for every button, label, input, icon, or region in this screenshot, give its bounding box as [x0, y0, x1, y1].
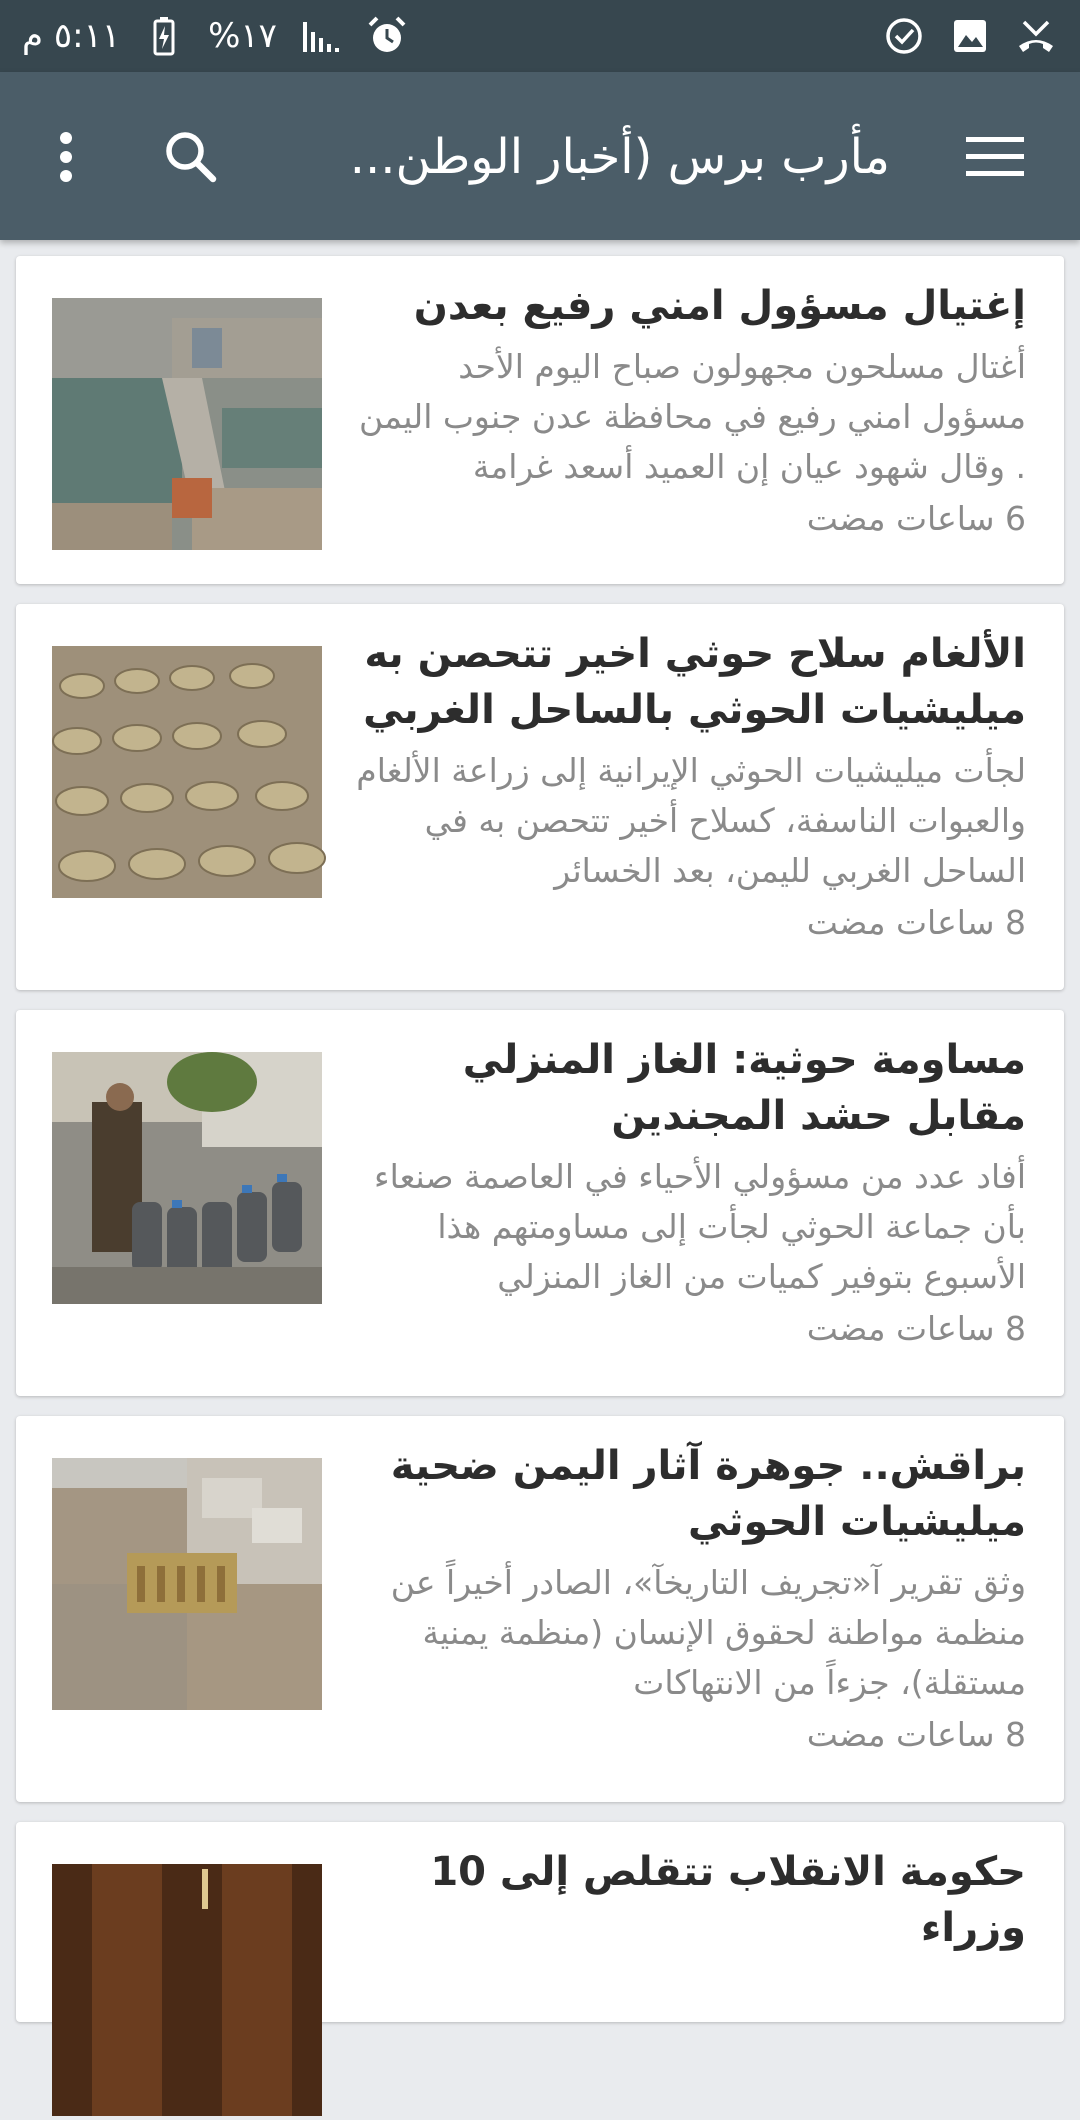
article-text	[346, 1844, 1026, 1956]
app-title: مأرب برس (أخبار الوطن...	[349, 129, 890, 185]
search-icon[interactable]	[150, 116, 230, 196]
image-icon	[948, 14, 992, 58]
check-icon	[882, 14, 926, 58]
status-bar-right	[882, 14, 1058, 58]
article-time: 8 ساعات مضت	[806, 903, 1026, 942]
article-card[interactable]	[16, 1822, 1064, 2022]
more-vert-icon[interactable]	[36, 122, 96, 192]
article-thumbnail	[52, 1052, 322, 1304]
article-card[interactable]	[16, 1416, 1064, 1802]
article-text	[346, 1438, 1026, 1760]
news-feed[interactable]	[0, 240, 1080, 1951]
article-time: 8 ساعات مضت	[806, 1715, 1026, 1754]
article-card[interactable]	[16, 604, 1064, 990]
battery-icon	[142, 14, 186, 58]
alarm-icon	[365, 14, 409, 58]
status-bar	[0, 0, 1080, 72]
article-time: 6 ساعات مضت	[806, 499, 1026, 538]
status-time: ٥:١١ م	[22, 16, 121, 56]
status-bar-left	[22, 14, 409, 58]
article-excerpt: أغتال مسلحون مجهولون صباح اليوم الأحد مسؤول امني رفيع في محافظة عدن جنوب اليمن . وقال شهود عيان إن العميد أسعد غرامة	[359, 347, 1026, 486]
article-time: 8 ساعات مضت	[806, 1309, 1026, 1348]
article-thumbnail	[52, 1458, 322, 1710]
article-text	[346, 278, 1026, 544]
article-text	[346, 1032, 1026, 1354]
article-title[interactable]: حكومة الانقلاب تتقلص إلى 10 وزراء	[430, 1849, 1026, 1951]
article-thumbnail	[52, 298, 322, 550]
article-thumbnail	[52, 1864, 322, 2116]
missed-call-icon	[1014, 14, 1058, 58]
battery-percent: %١٧	[208, 16, 277, 56]
app-bar	[0, 72, 1080, 240]
article-thumbnail	[52, 646, 322, 898]
signal-icon	[299, 14, 343, 58]
article-title[interactable]: الألغام سلاح حوثي اخير تتحصن به ميليشيات الحوثي بالساحل الغربي	[363, 631, 1026, 733]
article-title[interactable]: إغتيال مسؤول امني رفيع بعدن	[413, 283, 1026, 329]
article-excerpt: لجأت ميليشيات الحوثي الإيرانية إلى زراعة الألغام والعبوات الناسفة، كسلاح أخير تتحصن به في الساحل الغربي لليمن، بعد الخسائر	[356, 751, 1026, 890]
article-card[interactable]	[16, 1010, 1064, 1396]
article-excerpt: أفاد عدد من مسؤولي الأحياء في العاصمة صنعاء بأن جماعة الحوثي لجأت إلى مساومتهم هذا الأسبوع بتوفير كميات من الغاز المنزلي	[374, 1157, 1026, 1296]
article-title[interactable]: مساومة حوثية: الغاز المنزلي مقابل حشد المجندين	[462, 1037, 1026, 1139]
hamburger-menu-icon[interactable]	[955, 122, 1035, 192]
article-card[interactable]	[16, 256, 1064, 584]
article-text	[346, 626, 1026, 948]
article-title[interactable]: براقش.. جوهرة آثار اليمن ضحية ميليشيات الحوثي	[390, 1443, 1026, 1545]
article-excerpt: وثق تقرير آ«تجريف التاريخآ»، الصادر أخيراً عن منظمة مواطنة لحقوق الإنسان (منظمة يمنية مستقلة)، جزءاً من الانتهاكات	[390, 1563, 1026, 1702]
